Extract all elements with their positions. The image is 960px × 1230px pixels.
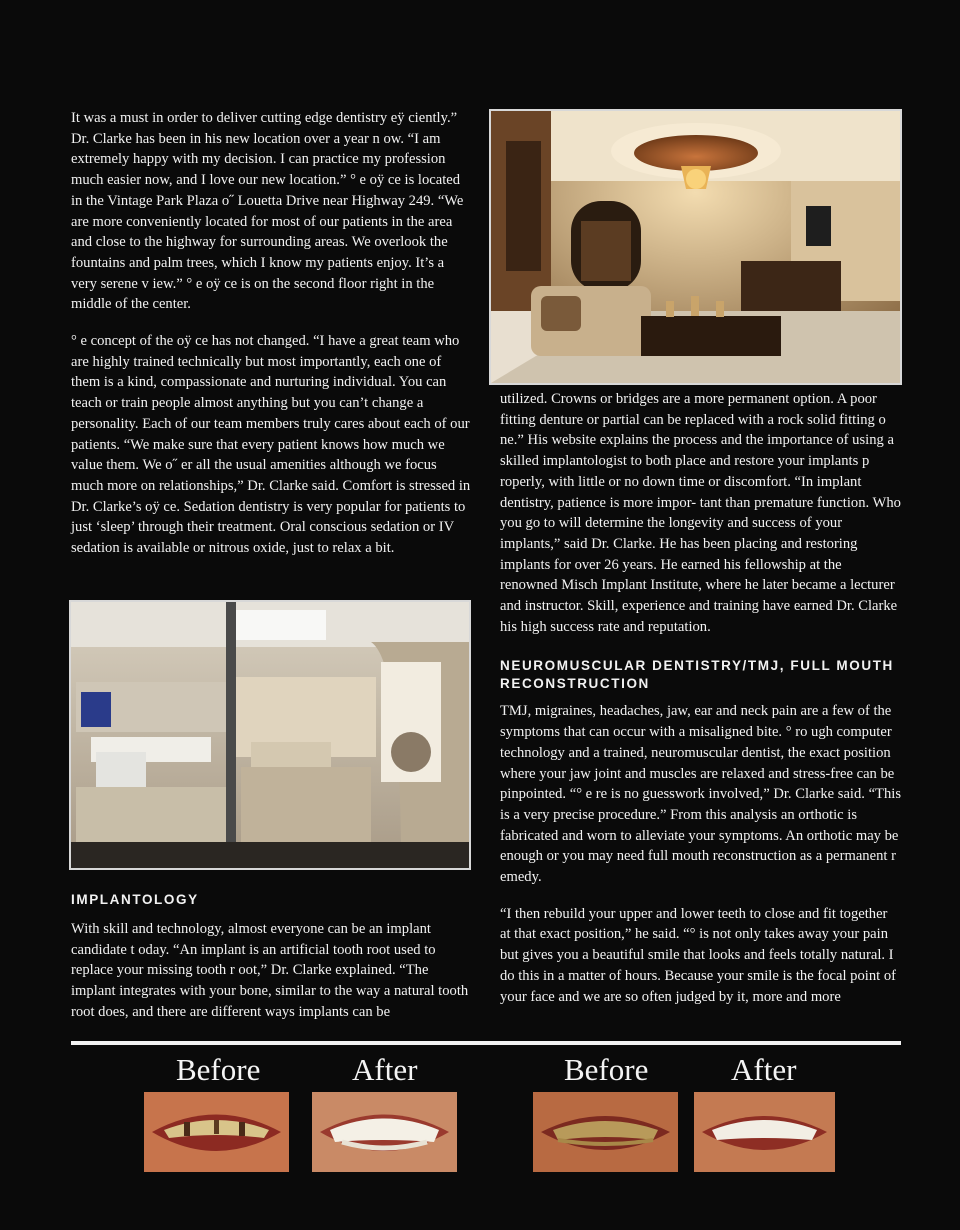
after-smile-photo-2 (694, 1092, 835, 1172)
divider-rule (71, 1041, 901, 1045)
left-column-top (71, 108, 471, 559)
body-paragraph: It was a must in order to deliver cutting edge dentistry eÿ ciently.” Dr. Clarke has been in his new location over a year n ow. “I am extremely happy with my decision. I can practice my profession much easier now, and I love our new location.” ° e oÿ ce is located in the Vintage Park Plaza o˝ Louetta Drive near Highway 249. “We are more conveniently located for most of our patients in the area and close to the highway for surrounding areas. We overlook the fountains and palm trees, which I know my patients enjoy. It’s a very serene v iew.” ° e oÿ ce is on the second floor right in the middle of the center. (71, 110, 464, 313)
after-label-2: After (731, 1052, 797, 1087)
body-paragraph: With skill and technology, almost everyone can be an implant candidate t oday. “An implant is an artificial tooth root used to replace your missing tooth r oot,” Dr. Clarke explained. “The implant integrates with your bone, similar to the way a natural tooth root does, and there are different ways implants can be (71, 921, 469, 1020)
section-heading-neuromuscular: NEUROMUSCULAR DENTISTRY/TMJ, FULL MOUTH RECONSTRUCTION (500, 658, 894, 692)
body-paragraph: ° e concept of the oÿ ce has not changed. “I have a great team who are highly trained technically but most importantly, each one of them is a kind, compassionate and nurturing individual. You can teach or train people almost anything but you can’t change a personality. Each of our team members truly cares about each of our patients. “We make sure that every patient knows how much we value them. We o˝ er all the usual amenities although we focus much more on relationships,” Dr. Clarke said. Comfort is stressed in Dr. Clarke’s oÿ ce. Sedation dentistry is very popular for patients to just ‘sleep’ through their treatment. Oral conscious sedation or IV sedation is available or nitrous oxide, just to relax a bit. (71, 333, 471, 557)
before-label-2: Before (564, 1052, 649, 1087)
right-column (500, 389, 901, 1007)
before-label-1: Before (176, 1052, 261, 1087)
operatory-photo (69, 600, 471, 870)
section-heading-implantology: IMPLANTOLOGY (71, 892, 199, 907)
reception-photo (489, 109, 902, 385)
body-paragraph: TMJ, migraines, headaches, jaw, ear and neck pain are a few of the symptoms that can occur with a misaligned bite. ° ro ugh computer technology and a trained, neuromuscular dentist, the exact position where your jaw joint and muscles are relaxed and stress-free can be pinpointed. “° e re is no guesswork involved,” Dr. Clarke said. “This is a very precise procedure.” From this analysis an orthotic is fabricated and worn to alleviate your symptoms. An orthotic may be enough or you may need full mouth reconstruction as a permanent r emedy. (500, 703, 901, 886)
implantology-section (71, 891, 471, 1023)
before-smile-photo-2 (533, 1092, 678, 1172)
after-smile-photo-1 (312, 1092, 457, 1172)
body-paragraph: utilized. Crowns or bridges are a more permanent option. A poor fitting denture or partial can be replaced with a rock solid fitting o ne.” His website explains the process and the importance of using a skilled implantologist to both place and restore your implants p roperly, with little or no down time or discomfort. “In implant dentistry, patience is more impor- tant than premature function. Who you go to will determine the longevity and success of your implants,” said Dr. Clarke. He has been placing and restoring implants for over 26 years. He earned his fellowship at the renowned Misch Implant Institute, where he later became a lecturer and instructor. Skill, experience and training have earned Dr. Clarke his high success rate and reputation. (500, 391, 901, 635)
after-label-1: After (352, 1052, 418, 1087)
body-paragraph: “I then rebuild your upper and lower teeth to close and fit together at that exact position,” he said. “° is not only takes away your pain but gives you a beautiful smile that looks and feels totally natural. I do this in a matter of hours. Because your smile is the focal point of your face and we are so often judged by it, more and more (500, 905, 896, 1005)
before-smile-photo-1 (144, 1092, 289, 1172)
